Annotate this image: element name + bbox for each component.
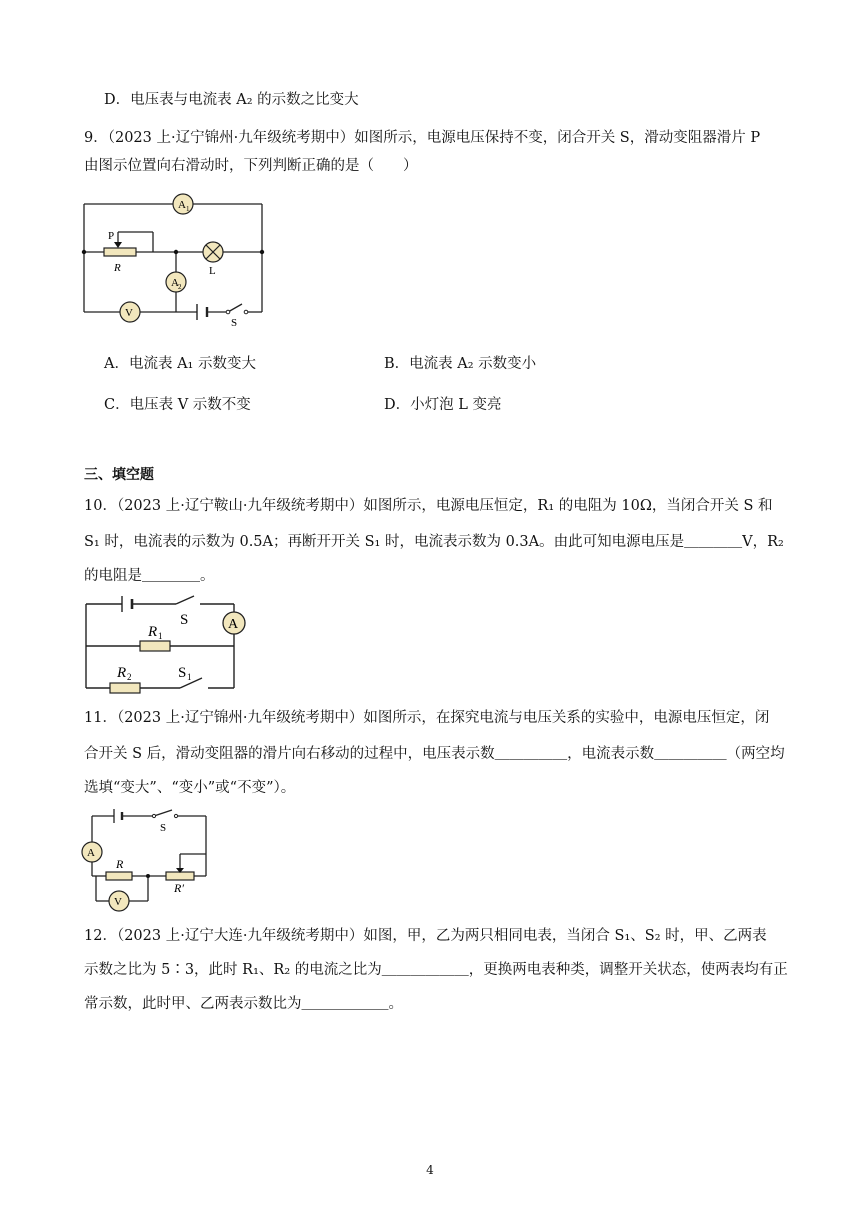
q11-s-label: S (160, 822, 167, 834)
q9-stem-line1: 9．（2023 上·辽宁锦州·九年级统考期中）如图所示，电源电压保持不变，闭合开关 S，滑动变阻器滑片 P (84, 130, 761, 146)
q12-stem-line1: 12．（2023 上·辽宁大连·九年级统考期中）如图，甲，乙为两只相同电表，当闭合 S₁、S₂ 时，甲、乙两表 (84, 928, 767, 944)
q9-option-d: D．小灯泡 L 变亮 (384, 397, 502, 413)
q10-s1-sub: 1 (187, 672, 192, 682)
q11-a-label: A (87, 847, 95, 859)
q10-stem-line3: 的电阻是＿＿＿＿。 (84, 568, 215, 584)
q10-r1-label: R (148, 624, 158, 640)
q9-p-label: P (108, 230, 115, 242)
q10-circuit-diagram (80, 592, 260, 696)
q9-a2-label: A (171, 277, 179, 289)
q11-stem-line1: 11．（2023 上·辽宁锦州·九年级统考期中）如图所示，在探究电流与电压关系的实验中，电源电压恒定，闭 (84, 710, 770, 726)
q9-option-c: C．电压表 V 示数不变 (104, 397, 251, 413)
q9-s-label: S (231, 317, 238, 329)
q11-stem-line3: 选填“变大”、“变小”或“不变”）。 (84, 780, 296, 796)
q9-a1-label: A (178, 199, 186, 211)
q9-a2-sub: 2 (178, 283, 182, 291)
q9-option-b: B．电流表 A₂ 示数变小 (384, 356, 537, 372)
q10-stem-line2: S₁ 时，电流表的示数为 0.5A；再断开开关 S₁ 时，电流表示数为 0.3A。由此可知电源电压是＿＿＿＿V，R₂ (84, 534, 784, 550)
q9-r-label: R (114, 262, 121, 274)
q9-option-a: A．电流表 A₁ 示数变大 (104, 356, 256, 372)
q10-a-label: A (228, 617, 239, 632)
q12-stem-line3: 常示数，此时甲、乙两表示数比为＿＿＿＿＿＿。 (84, 996, 403, 1012)
q9-l-label: L (209, 265, 216, 277)
q11-circuit-diagram (80, 806, 220, 914)
q10-r2-sub: 2 (127, 672, 132, 682)
q9-v-label: V (125, 307, 133, 319)
q11-rprime-label: R′ (174, 881, 184, 895)
q10-stem-line1: 10．（2023 上·辽宁鞍山·九年级统考期中）如图所示，电源电压恒定，R₁ 的电阻为 10Ω，当闭合开关 S 和 (84, 498, 773, 514)
q10-r2-label: R (117, 665, 127, 681)
q10-s-label: S (180, 612, 189, 628)
q9-stem-line2: 由图示位置向右滑动时，下列判断正确的是（ ） (84, 158, 418, 174)
page-number: 4 (426, 1163, 434, 1177)
q11-v-label: V (114, 896, 122, 908)
section-heading: 三、填空题 (84, 467, 154, 483)
q9-circuit-diagram (80, 192, 270, 329)
q10-r1-sub: 1 (158, 631, 163, 641)
q12-stem-line2: 示数之比为 5∶3，此时 R₁、R₂ 的电流之比为＿＿＿＿＿＿，更换两电表种类，调整开关状态，使两表均有正 (84, 962, 788, 978)
q9-a1-sub: 1 (186, 205, 190, 213)
q11-r-label: R (116, 857, 124, 871)
q10-s1-label: S (178, 665, 187, 681)
q11-stem-line2: 合开关 S 后，滑动变阻器的滑片向右移动的过程中，电压表示数＿＿＿＿＿，电流表示数＿＿＿＿＿（两空均 (84, 746, 785, 762)
q8-option-d: D．电压表与电流表 A₂ 的示数之比变大 (104, 92, 359, 108)
